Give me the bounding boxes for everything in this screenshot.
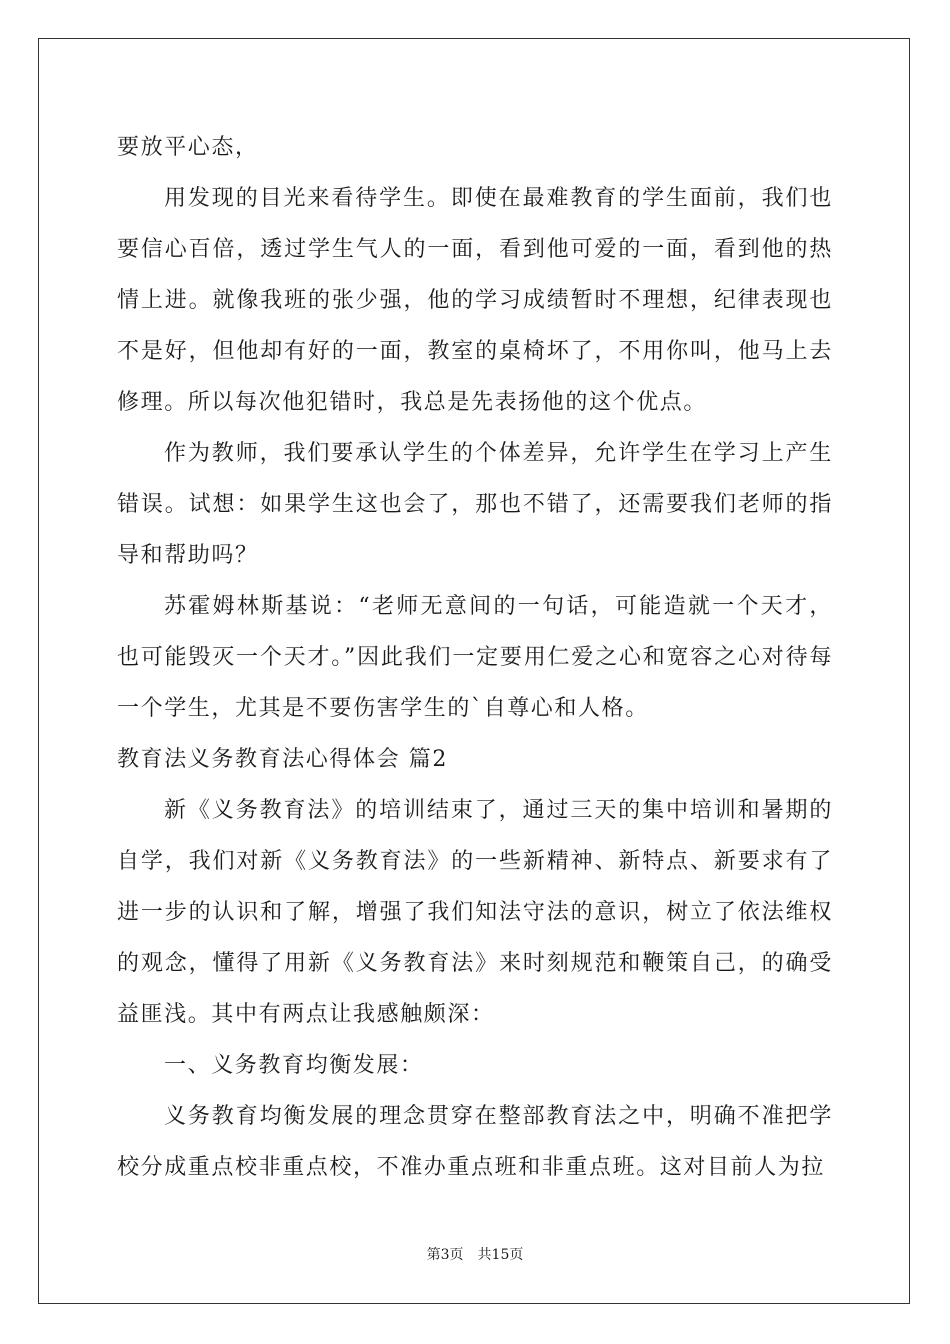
paragraph-2: 用发现的目光来看待学生。即使在最难教育的学生面前，我们也要信心百倍，透过学生气人的一面，看到他可爱的一面，看到他的热情上进。就像我班的张少强，他的学习成绩暂时不理想，纪律表现也不是好，但他却有好的一面，教室的桌椅坏了，不用你叫，他马上去修理。所以每次他犯错时，我总是先表扬他的这个优点。	[117, 186, 833, 415]
paragraph-6: 义务教育均衡发展的理念贯穿在整部教育法之中，明确不准把学校分成重点校非重点校，不准办重点班和非重点班。这对目前人为拉	[117, 1104, 833, 1180]
subheading-1: 一、义务教育均衡发展：	[164, 1053, 424, 1078]
paragraph-5: 新《义务教育法》的培训结束了，通过三天的集中培训和暑期的自学，我们对新《义务教育法》的一些新精神、新特点、新要求有了进一步的认识和了解，增强了我们知法守法的意识，树立了依法维权的观念，懂得了用新《义务教育法》来时刻规范和鞭策自己，的确受益匪浅。其中有两点让我感触颇深：	[117, 798, 833, 1027]
document-body	[117, 122, 833, 1193]
total-pages-label: 共15页	[477, 1247, 524, 1263]
paragraph-3: 作为教师，我们要承认学生的个体差异，允许学生在学习上产生错误。试想：如果学生这也会了，那也不错了，还需要我们老师的指导和帮助吗？	[117, 441, 833, 568]
page-footer	[0, 1244, 950, 1264]
section-heading: 教育法义务教育法心得体会 篇2	[117, 747, 448, 772]
current-page-label: 第3页	[426, 1247, 464, 1263]
paragraph-1: 要放平心态，	[117, 135, 259, 160]
paragraph-4: 苏霍姆林斯基说：“老师无意间的一句话，可能造就一个天才，也可能毁灭一个天才。”因此我们一定要用仁爱之心和宽容之心对待每一个学生，尤其是不要伤害学生的`自尊心和人格。	[117, 594, 833, 721]
